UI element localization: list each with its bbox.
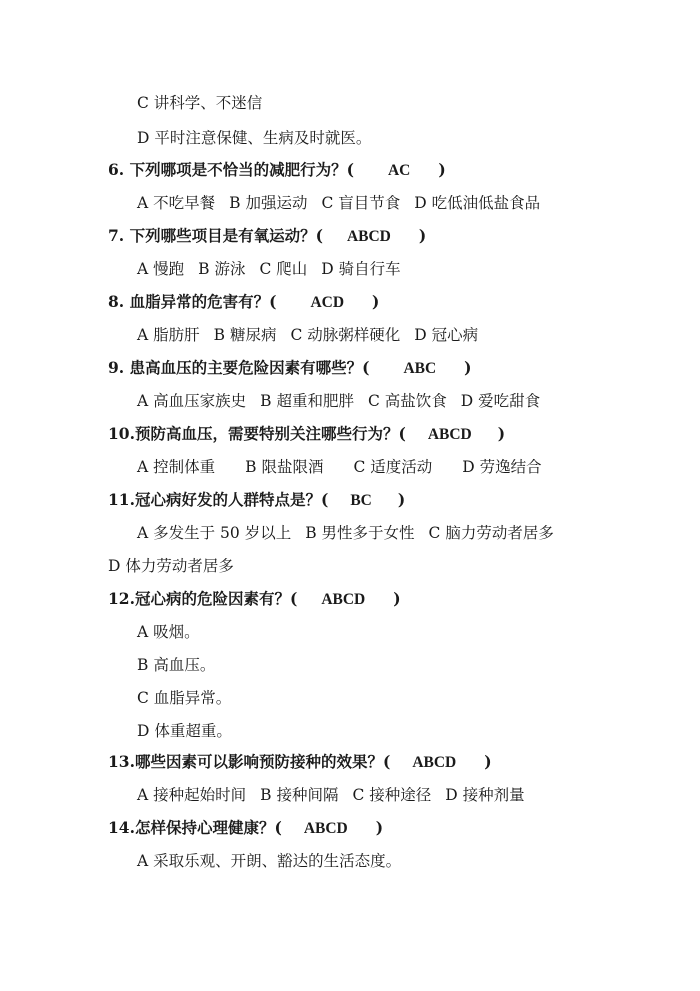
question-6: [108, 160, 446, 181]
answer: ABC: [403, 360, 437, 377]
answer: ACD: [310, 294, 345, 311]
option: A 接种起始时间: [137, 786, 247, 804]
option-line: D 平时注意保健、生病及时就医。: [137, 129, 372, 147]
option: C 接种途径: [352, 786, 432, 804]
options-row-9: [137, 391, 540, 411]
question-text: 冠心病的危险因素有？(: [134, 589, 298, 608]
question-text: 冠心病好发的人群特点是？(: [134, 490, 329, 509]
question-text: 血脂异常的危害有？(: [129, 292, 277, 311]
answer-close: ): [418, 226, 427, 245]
option: D 冠心病: [414, 326, 479, 344]
options-row-11: [137, 523, 554, 543]
option: B 男性多于女性: [305, 524, 415, 542]
question-number: 6.: [108, 160, 125, 179]
option: C 爬山: [259, 260, 308, 278]
question-7: [108, 226, 426, 247]
option-line: D 体重超重。: [137, 722, 232, 740]
option: A 多发生于 50 岁以上: [137, 524, 292, 542]
option: A 高血压家族史: [137, 392, 247, 410]
answer-close: ): [438, 160, 446, 179]
options-row-6: [137, 193, 540, 213]
answer: ABCD: [412, 754, 457, 771]
option: B 游泳: [198, 260, 246, 278]
question-10: [108, 424, 505, 445]
question-14: [108, 818, 383, 839]
question-text: 预防高血压，需要特别关注哪些行为？(: [134, 424, 406, 443]
option-line: A 采取乐观、开朗、豁达的生活态度。: [137, 852, 402, 870]
answer: BC: [350, 492, 372, 509]
option-line: C 血脂异常。: [137, 689, 232, 707]
option: C 高盐饮食: [367, 392, 447, 410]
option: D 接种剂量: [445, 786, 525, 804]
answer-close: ): [372, 292, 380, 311]
option: B 糖尿病: [213, 326, 277, 344]
option: A 控制体重: [137, 458, 216, 476]
question-number: 14.: [108, 818, 135, 837]
options-row-13: [137, 785, 525, 805]
option: C 动脉粥样硬化: [290, 326, 401, 344]
answer-close: ): [375, 818, 384, 837]
answer-close: ): [497, 424, 506, 443]
question-text: 下列哪项是不恰当的减肥行为？(: [129, 160, 354, 179]
answer: ABCD: [303, 820, 348, 837]
option-line: B 高血压。: [137, 656, 216, 674]
options-row-7: [137, 259, 401, 279]
option: B 加强运动: [229, 194, 308, 212]
question-13: [108, 752, 492, 773]
question-number: 10.: [108, 424, 135, 443]
option-line: A 吸烟。: [137, 623, 200, 641]
option-wrap-11: D 体力劳动者居多: [108, 557, 234, 575]
option: D 骑自行车: [321, 260, 401, 278]
option: A 不吃早餐: [137, 194, 216, 212]
answer: AC: [387, 162, 411, 179]
answer-close: ): [393, 589, 401, 608]
question-number: 13.: [108, 752, 135, 771]
option: C 脑力劳动者居多: [428, 524, 554, 542]
question-number: 12.: [108, 589, 135, 608]
question-number: 11.: [108, 490, 135, 509]
question-number: 9.: [108, 358, 125, 377]
answer-close: ): [397, 490, 406, 509]
option: B 限盐限酒: [245, 458, 324, 476]
option: D 吃低油低盐食品: [414, 194, 541, 212]
option: C 盲目节食: [321, 194, 401, 212]
option: B 接种间隔: [260, 786, 339, 804]
option: C 适度活动: [353, 458, 433, 476]
question-text: 怎样保持心理健康？(: [134, 818, 282, 837]
options-row-8: [137, 325, 478, 345]
option-line: C 讲科学、不迷信: [137, 94, 263, 112]
option: D 爱吃甜食: [460, 392, 541, 410]
option: D 劳逸结合: [462, 458, 542, 476]
answer: ABCD: [346, 228, 391, 245]
question-9: [108, 358, 472, 379]
option: A 慢跑: [137, 260, 185, 278]
question-number: 8.: [108, 292, 125, 311]
question-number: 7.: [108, 226, 125, 245]
answer: ABCD: [321, 591, 366, 608]
options-row-10: [137, 457, 542, 477]
question-12: [108, 589, 401, 610]
question-text: 哪些因素可以影响预防接种的效果？(: [134, 752, 391, 771]
answer-close: ): [484, 752, 492, 771]
question-text: 患高血压的主要危险因素有哪些？(: [129, 358, 370, 377]
question-11: [108, 490, 405, 511]
answer: ABCD: [427, 426, 472, 443]
option: A 脂肪肝: [137, 326, 200, 344]
option: B 超重和肥胖: [260, 392, 354, 410]
answer-close: ): [464, 358, 472, 377]
question-8: [108, 292, 379, 313]
question-text: 下列哪些项目是有氧运动？(: [129, 226, 323, 245]
